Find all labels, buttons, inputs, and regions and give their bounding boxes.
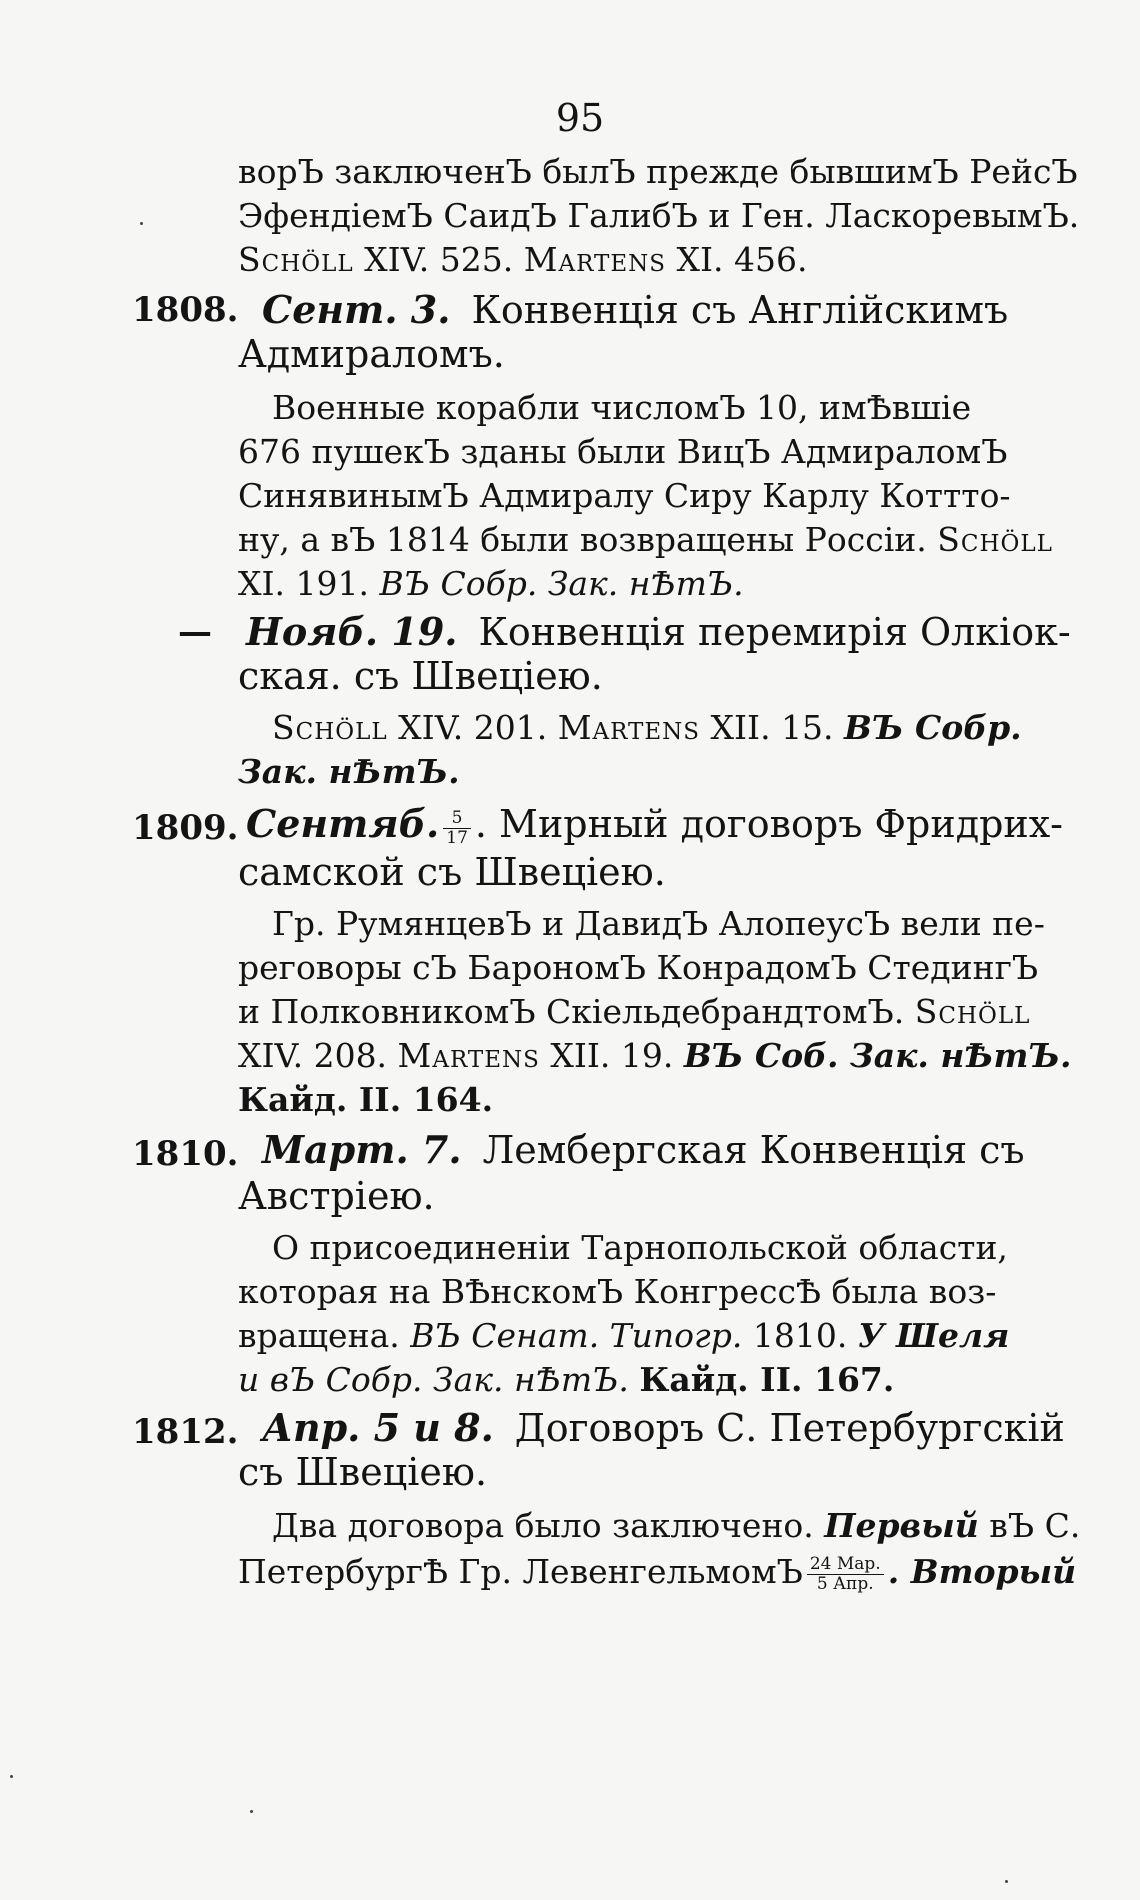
entry-heading [246,609,1071,654]
text-line [238,1316,1009,1356]
entry-title-cont: ская. съ Швеціею. [238,654,603,698]
entry-title-cont: съ Швеціею. [238,1450,488,1494]
entry-dash: — [178,612,212,652]
entry-title: Договоръ С. Петербургскій [514,1406,1065,1450]
text-line: Гр. РумянцевЪ и ДавидЪ АлопеусЪ вели пе- [272,904,1045,943]
text-line [238,520,1053,560]
text-emphasis: . Вторый [887,1552,1077,1591]
citation-ref: Кайд. II. 164. [238,1080,494,1119]
year-1810: 1810. [132,1134,239,1174]
text-segment: вращена. [238,1316,400,1355]
entry-title-cont: самской съ Швеціею. [238,850,666,894]
entry-title: Конвенція съ Англійскимъ [471,288,1009,332]
year-1812: 1812. [132,1412,239,1452]
citation-scholl: Schöll [272,708,388,747]
citation-ref: XI. 456. [666,240,808,279]
date-fraction [807,1555,884,1594]
citation-scholl: Schöll [937,520,1053,559]
text-line: О присоединеніи Тарнопольской области, [272,1228,1008,1267]
entry-date: Нояб. 19. [246,609,458,654]
text-line [272,1506,1080,1546]
citation-note: ВЪ Соб. Зак. нѢтЪ. [683,1036,1072,1075]
text-line [238,1036,1072,1076]
fraction-denominator: 17 [446,827,468,848]
text-line: которая на ВѢнскомЪ КонгрессѢ была воз- [238,1272,997,1311]
text-line [238,564,744,604]
citation-ref: XIV. 208. [238,1036,398,1075]
text-line [238,240,808,280]
citation-ref: Кайд. II. 167. [639,1360,895,1399]
text-line: 676 пушекЪ зданы были ВицЪ АдмираломЪ [238,432,1008,471]
citation-note: У Шеля [857,1316,1010,1355]
fraction-numerator: 5 [443,809,471,829]
citation-martens: Martens [557,708,701,747]
entry-date: Сентяб. [246,801,440,846]
entry-title: . Мирный договоръ Фридрих- [474,802,1064,846]
date-fraction [443,809,471,848]
entry-heading [262,287,1009,332]
fraction-numerator: 24 Мар. [807,1555,884,1575]
citation-note: и вЪ Собр. Зак. нѢтЪ. [238,1360,629,1399]
entry-date: Апр. 5 и 8. [262,1405,494,1450]
citation-martens: Martens [523,240,667,279]
citation-ref: XIV. 201. [387,708,558,747]
entry-title: Конвенція перемирія Олкіок- [478,610,1071,654]
fraction-denominator: 5 Апр. [816,1573,874,1594]
citation-note: ВЪ Собр. [844,708,1022,747]
paper-speck [250,1810,253,1813]
year-1808: 1808. [132,290,239,330]
paper-speck [10,1775,13,1778]
entry-date: Сент. 3. [262,287,451,332]
citation-ref: XII. 15. [700,708,845,747]
year-1809: 1809. [132,808,239,848]
citation-ref: XII. 19. [539,1036,684,1075]
citation-note: Зак. нѢтЪ. [238,752,460,791]
citation-ref: XIV. 525. [353,240,524,279]
text-line [238,992,1030,1032]
entry-title-cont: Адмираломъ. [238,332,505,376]
entry-date: Март. 7. [262,1127,462,1172]
text-segment: и ПолковникомЪ СкіельдебрандтомЪ. [238,992,905,1031]
entry-heading [262,1127,1025,1172]
text-line [272,708,1022,748]
entry-title-cont: Австріею. [238,1174,435,1218]
citation-note: ВЪ Собр. Зак. нѢтЪ. [379,564,744,603]
text-line [238,1552,1076,1594]
paper-speck [140,222,143,225]
text-segment: ну, а вЪ 1814 были возвращены Россіи. [238,520,927,559]
entry-heading [262,1405,1065,1450]
text-segment: Два договора было заключено. [272,1506,814,1545]
citation-scholl: Schöll [238,240,354,279]
citation-martens: Martens [397,1036,540,1075]
citation-ref: XI. 191. [238,564,369,603]
citation-note: ВЪ Сенат. Типогр. [410,1316,743,1355]
citation-scholl: Schöll [914,992,1031,1031]
entry-heading [246,801,1064,848]
text-segment: вЪ С. [989,1506,1081,1545]
citation-ref: 1810. [752,1316,848,1355]
text-line [238,1360,894,1400]
text-emphasis: Первый [824,1506,979,1545]
text-line: Военные корабли числомЪ 10, имѢвшіе [272,388,972,427]
text-line: СинявинымЪ Адмиралу Сиру Карлу Коттто- [238,476,1011,515]
text-segment: ПетербургѢ Гр. ЛевенгельмомЪ [238,1552,803,1591]
text-line: реговоры сЪ БарономЪ КонрадомЪ СтедингЪ [238,948,1039,987]
entry-title: Лембергская Конвенція съ [482,1128,1025,1172]
text-line: ворЪ заключенЪ былЪ прежде бывшимЪ РейсЪ [238,152,1078,191]
page-number: 95 [555,96,605,140]
text-line: ЭфендіемЪ СаидЪ ГалибЪ и Ген. ЛаскоревымЪ. [238,196,1080,235]
paper-speck [1005,1880,1008,1883]
